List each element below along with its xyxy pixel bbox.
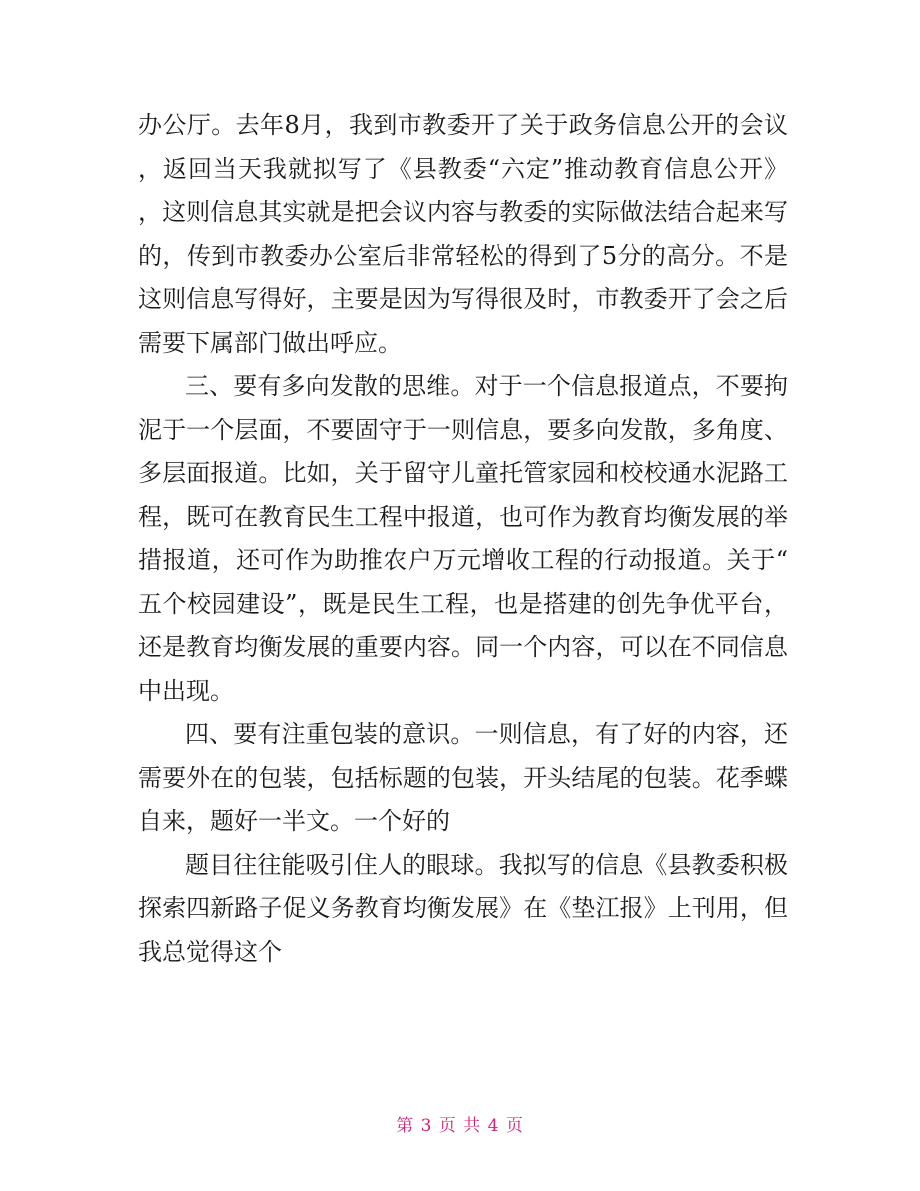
text-line: 办公厅。去年8月，我到市教委开了关于政务信息公开的会议 — [138, 111, 788, 139]
page-number-footer: 第 3 页 共 4 页 — [396, 1116, 524, 1136]
text-line: 还是教育均衡发展的重要内容。同一个内容，可以在不同信息 — [138, 633, 788, 661]
text-line: 探索四新路子促义务教育均衡发展》在《垫江报》上刊用，但 — [138, 894, 788, 922]
text-line: 五个校园建设”，既是民生工程，也是搭建的创先争优平台， — [138, 589, 788, 618]
text-line: 这则信息写得好，主要是因为写得很及时，市教委开了会之后 — [138, 285, 788, 313]
text-line: 自来，题好一半文。一个好的 — [138, 807, 450, 835]
text-line: 中出现。 — [138, 676, 234, 705]
text-line-paragraph-start: 题目往往能吸引住人的眼球。我拟写的信息《县教委积极 — [185, 850, 788, 879]
text-line: 需要下属部门做出呼应。 — [138, 328, 402, 357]
text-line-paragraph-start: 四、要有注重包装的意识。一则信息，有了好的内容，还 — [185, 720, 788, 748]
text-line: 措报道，还可作为助推农户万元增收工程的行动报道。关于“ — [138, 546, 788, 574]
text-line: 多层面报道。比如，关于留守儿童托管家园和校校通水泥路工 — [138, 459, 788, 487]
text-line-paragraph-start: 三、要有多向发散的思维。对于一个信息报道点，不要拘 — [185, 372, 788, 400]
text-line: 程，既可在教育民生工程中报道，也可作为教育均衡发展的举 — [138, 502, 788, 531]
text-line: ，这则信息其实就是把会议内容与教委的实际做法结合起来写 — [138, 198, 788, 226]
text-line: ，返回当天我就拟写了《县教委“六定”推动教育信息公开》 — [138, 154, 788, 183]
document-body — [138, 104, 788, 974]
text-line: 的，传到市教委办公室后非常轻松的得到了5分的高分。不是 — [138, 241, 788, 270]
text-line: 泥于一个层面，不要固守于一则信息，要多向发散，多角度、 — [138, 415, 788, 444]
text-line: 需要外在的包装，包括标题的包装，开头结尾的包装。花季蝶 — [138, 763, 788, 792]
text-line: 我总觉得这个 — [138, 937, 282, 966]
